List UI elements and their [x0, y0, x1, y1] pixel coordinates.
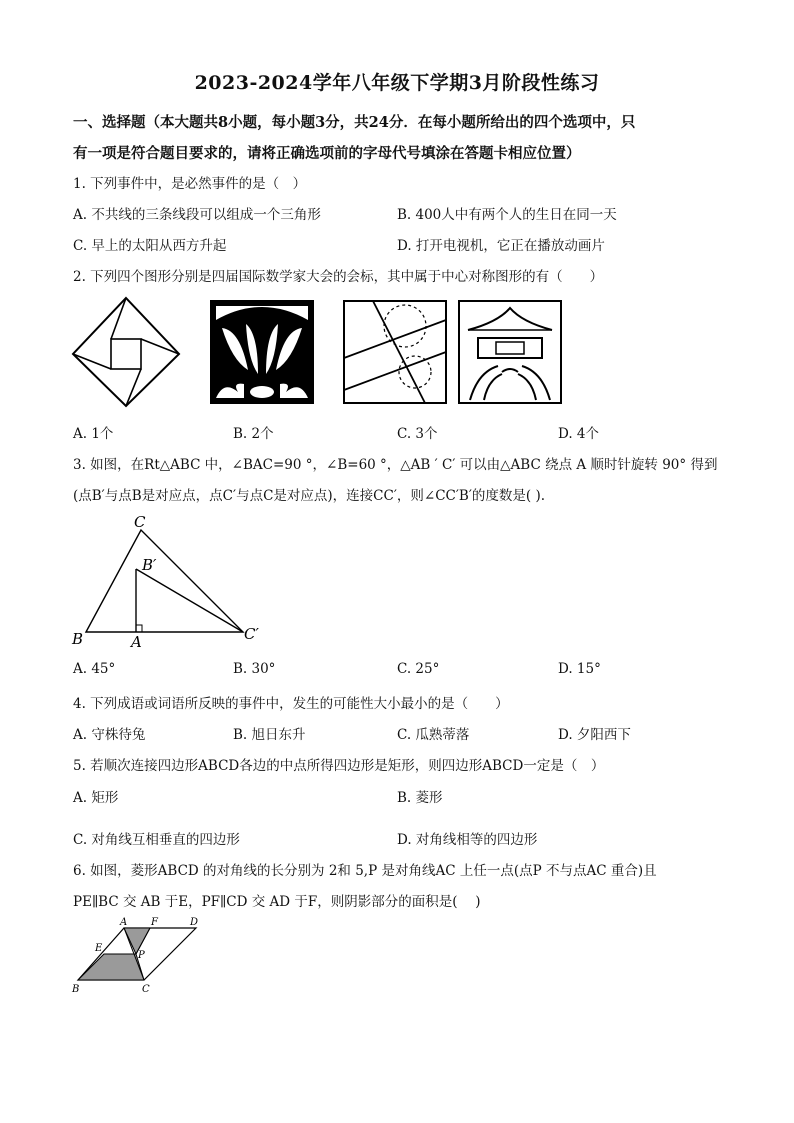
q4-option-d[interactable]: D. 夕阳西下 [558, 727, 631, 743]
q3-stem-line-2: (点B′与点B是对应点，点C′与点C是对应点)，连接CC′，则∠CC′B′的度数是( ). [73, 488, 546, 504]
q3-option-a[interactable]: A. 45° [73, 661, 116, 677]
q4-option-b[interactable]: B. 旭日东升 [233, 727, 306, 743]
section-header-line-2: 有一项是符合题目要求的，请将正确选项前的字母代号填涂在答题卡相应位置） [73, 145, 581, 162]
q2-option-b[interactable]: B. 2个 [233, 426, 274, 442]
q6-rhombus-figure [66, 916, 216, 996]
exam-title: 2023-2024学年八年级下学期3月阶段性练习 [194, 72, 600, 94]
q2-logo-2-arch [210, 300, 314, 404]
q3-option-b[interactable]: B. 30° [233, 661, 276, 677]
q6-stem-line-1: 6. 如图，菱形ABCD 的对角线的长分别为 2和 5,P 是对角线AC 上任一点(点P 不与点AC 重合)且 [73, 863, 657, 879]
q2-logo-4-pavilion [458, 300, 562, 404]
q1-option-c[interactable]: C. 早上的太阳从西方升起 [73, 238, 227, 254]
q3-label-c: C [134, 513, 146, 531]
q3-triangle-figure [68, 512, 268, 652]
q2-option-d[interactable]: D. 4个 [558, 426, 600, 442]
q3-label-c-prime: C′ [244, 625, 259, 643]
q6-label-p: P [138, 950, 145, 961]
q3-label-b-prime: B′ [142, 556, 157, 574]
q3-label-a: A [131, 633, 142, 651]
q3-option-d[interactable]: D. 15° [558, 661, 601, 677]
q1-option-d[interactable]: D. 打开电视机，它正在播放动画片 [397, 238, 605, 254]
q1-stem: 1. 下列事件中，是必然事件的是（ ） [73, 176, 307, 192]
q4-option-c[interactable]: C. 瓜熟蒂落 [397, 727, 470, 743]
q2-logo-3-circles [343, 300, 447, 404]
q2-option-a[interactable]: A. 1个 [73, 426, 114, 442]
q5-option-a[interactable]: A. 矩形 [73, 790, 119, 806]
q6-label-d: D [190, 917, 199, 928]
q5-option-d[interactable]: D. 对角线相等的四边形 [397, 832, 538, 848]
q2-logo-1-pinwheel [71, 296, 181, 408]
q5-stem: 5. 若顺次连接四边形ABCD各边的中点所得四边形是矩形，则四边形ABCD一定是（ ） [73, 758, 605, 774]
q6-stem-line-2: PE∥BC 交 AB 于E，PF∥CD 交 AD 于F，则阴影部分的面积是( ) [73, 894, 481, 910]
q4-stem: 4. 下列成语或词语所反映的事件中，发生的可能性大小最小的是（ ） [73, 696, 509, 712]
q1-option-a[interactable]: A. 不共线的三条线段可以组成一个三角形 [73, 207, 321, 223]
q6-label-b: B [72, 984, 80, 995]
section-header [73, 107, 723, 169]
q3-stem-line-1: 3. 如图，在Rt△ABC 中，∠BAC=90 °，∠B=60 °，△AB ′ C′ 可以由△ABC 绕点 A 顺时针旋转 90° 得到 [73, 457, 718, 473]
q5-option-b[interactable]: B. 菱形 [397, 790, 443, 806]
q6-label-a: A [120, 917, 128, 928]
q2-stem: 2. 下列四个图形分别是四届国际数学家大会的会标，其中属于中心对称图形的有（ ） [73, 269, 604, 285]
q6-label-f: F [151, 917, 158, 928]
q2-option-c[interactable]: C. 3个 [397, 426, 438, 442]
q5-option-c[interactable]: C. 对角线互相垂直的四边形 [73, 832, 240, 848]
q3-option-c[interactable]: C. 25° [397, 661, 440, 677]
q4-option-a[interactable]: A. 守株待兔 [73, 727, 146, 743]
q3-label-b: B [72, 630, 84, 648]
q1-option-b[interactable]: B. 400人中有两个人的生日在同一天 [397, 207, 617, 223]
q6-label-c: C [142, 984, 150, 995]
q6-label-e: E [95, 943, 103, 954]
section-header-line-1: 一、选择题（本大题共8小题，每小题3分，共24分．在每小题所给出的四个选项中，只 [73, 114, 636, 131]
